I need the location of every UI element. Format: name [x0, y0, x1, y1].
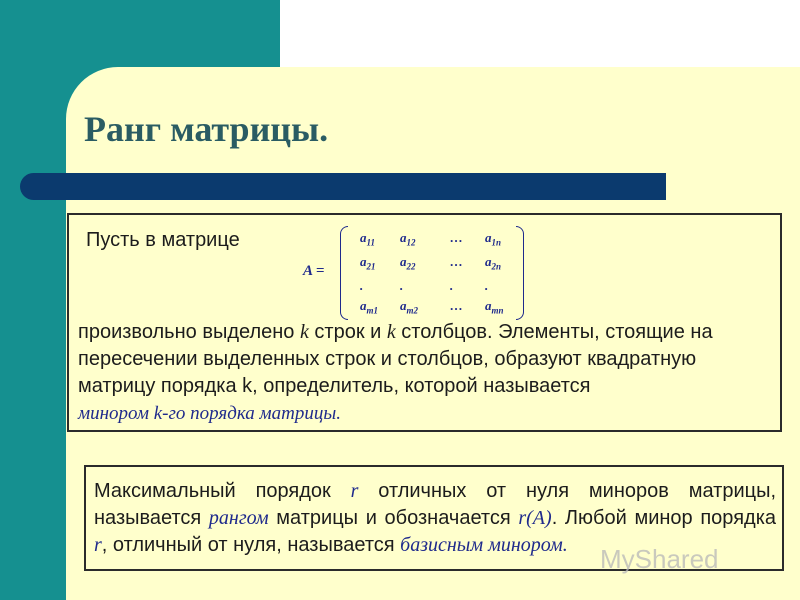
para2-text-3: матрицы и обозначается	[268, 507, 519, 529]
para2-text-5: , отличный от нуля, называется	[101, 534, 401, 556]
matrix-cell: .	[485, 278, 489, 293]
rank-notation: r(A)	[518, 507, 552, 529]
matrix-cell: …	[450, 230, 463, 245]
para1-text-1: произвольно выделено	[78, 321, 300, 343]
para2-r-1: r	[350, 480, 359, 502]
matrix-cell: .	[400, 278, 404, 293]
right-parenthesis	[516, 226, 524, 320]
para2-text-2: отличных от нуля миноров матрицы, называется	[94, 480, 777, 529]
matrix-cell: $a_{mn}$	[485, 298, 504, 316]
matrix-cell: $a_{21}$	[360, 254, 376, 272]
watermark: MyShared	[600, 544, 719, 574]
minor-term: минором k-го порядка матрицы.	[78, 403, 341, 424]
para2-r-2: r	[94, 534, 102, 556]
top-white-area	[280, 0, 800, 67]
para1-text-2: строк и	[308, 321, 387, 343]
minor-definition-paragraph	[78, 319, 778, 427]
basis-minor-term: базисным минором.	[400, 534, 568, 556]
matrix-cell: $a_{m2}$	[400, 298, 419, 316]
matrix-cell: $a_{12}$	[400, 230, 416, 248]
slide-title: Ранг матрицы.	[84, 109, 329, 149]
para1-text-3: столбцов. Элементы, стоящие на пересечении выделенных строк и столбцов, образуют квадратную матрицу порядка k, определитель, которой называется	[78, 321, 713, 397]
para1-k-2: k	[386, 321, 396, 343]
para2-text-1: Максимальный порядок	[94, 480, 351, 502]
matrix-cell: $a_{2n}$	[485, 254, 502, 272]
matrix-cell: .	[450, 278, 454, 293]
para2-text-4: . Любой минор порядка	[551, 507, 776, 529]
matrix-cell: .	[360, 278, 364, 293]
matrix-label: A =	[303, 263, 325, 279]
matrix-cell: $a_{11}$	[360, 230, 376, 248]
matrix-cell: $a_{1n}$	[485, 230, 502, 248]
matrix-cell: …	[450, 298, 463, 313]
intro-text: Пусть в матрице	[86, 229, 240, 251]
para1-k-1: k	[299, 321, 309, 343]
matrix-cell: $a_{22}$	[400, 254, 416, 272]
rank-term: рангом	[208, 507, 269, 529]
matrix-cell: $a_{m1}$	[360, 298, 379, 316]
title-underline-bar	[20, 173, 666, 200]
matrix-a	[340, 226, 524, 320]
matrix-cell: …	[450, 254, 463, 269]
left-parenthesis	[340, 226, 348, 320]
